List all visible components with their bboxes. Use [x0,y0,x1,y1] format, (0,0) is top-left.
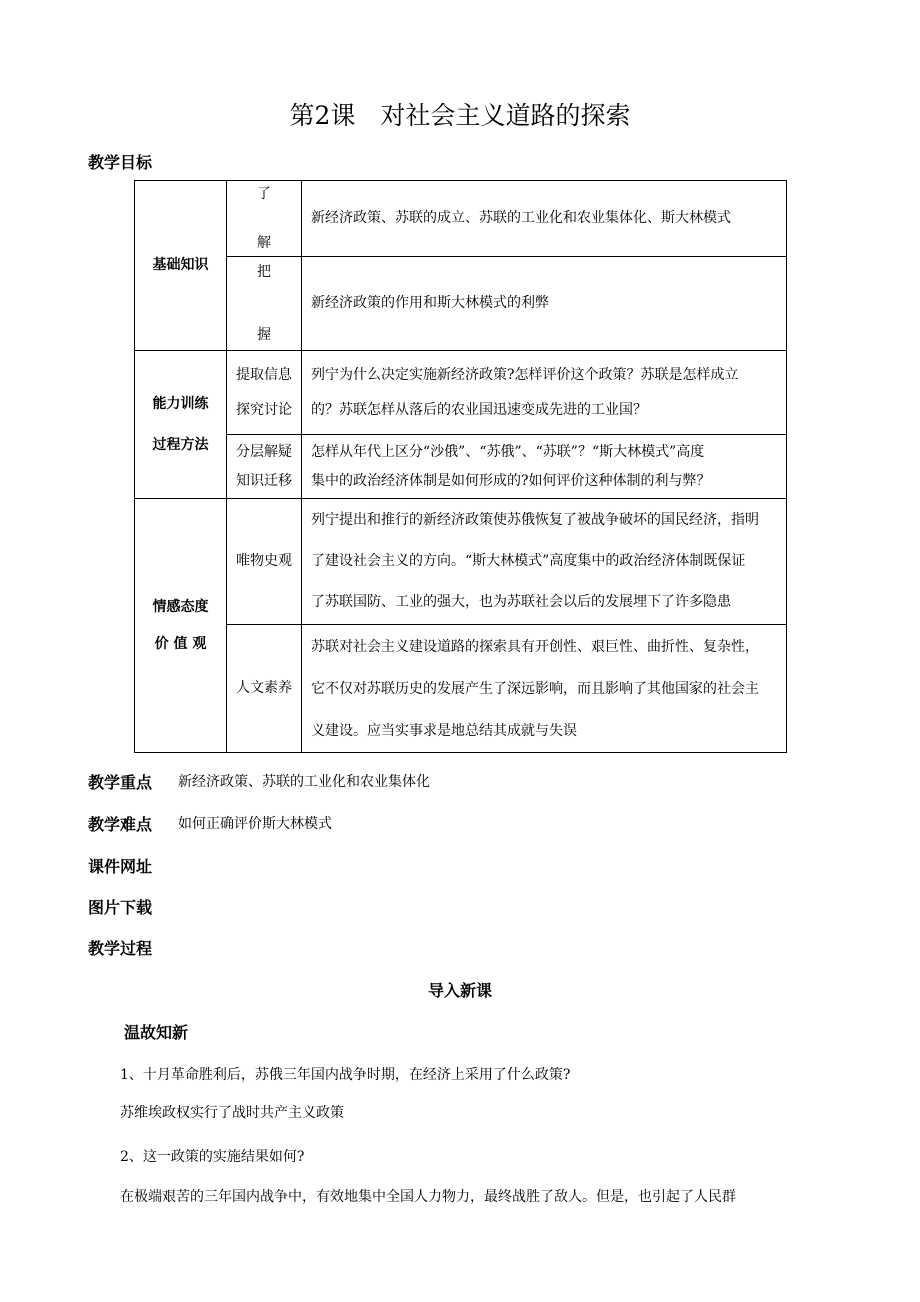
table-row [135,181,787,257]
ability-text-1: 列宁为什么决定实施新经济政策?怎样评价这个政策？苏联是怎样成立 的？苏联怎样从落后的农业国迅速变成先进的工业国？ [302,351,787,435]
courseware-heading: 课件网址 [88,857,153,876]
table-row [135,351,787,435]
label-extract-explore: 提取信息 探究讨论 [227,351,302,435]
master-text: 新经济政策的作用和斯大林模式的利弊 [302,257,787,351]
question-2: 2、这一政策的实施结果如何? [120,1149,305,1165]
table-row [135,499,787,625]
ability-text-2: 怎样从年代上区分“沙俄”、“苏俄”、“苏联”？“斯大林模式”高度 集中的政治经济体制是如何形成的?如何评价这种体制的利与弊？ [302,435,787,499]
category-ability-process: 能力训练 过程方法 [135,351,227,499]
label-historical-materialism: 唯物史观 [227,499,302,625]
process-heading: 教学过程 [88,939,153,958]
table-row [135,257,787,351]
label-layered-transfer: 分层解疑 知识迁移 [227,435,302,499]
category-basic-knowledge: 基础知识 [135,181,227,351]
objectives-table [134,180,787,753]
objectives-heading: 教学目标 [88,153,153,172]
page-title: 第2课 对社会主义道路的探索 [289,101,631,130]
review-heading: 温故知新 [124,1023,189,1042]
table-row [135,435,787,499]
key-point-text: 新经济政策、苏联的工业化和农业集体化 [178,774,430,790]
emotion-text-2: 苏联对社会主义建设道路的探索具有开创性、艰巨性、曲折性、复杂性， 它不仅对苏联历史的发展产生了深远影响，而且影响了其他国家的社会主 义建设。应当实事求是地总结其成就与失误 [302,625,787,753]
emotion-text-1: 列宁提出和推行的新经济政策使苏俄恢复了被战争破坏的国民经济，指明 了建设社会主义的方向。“斯大林模式”高度集中的政治经济体制既保证 了苏联国防、工业的强大，也为苏联社会以后的发展埋下了许多隐患 [302,499,787,625]
label-understand: 了 解 [227,181,302,257]
category-emotion-values: 情感态度 价 值 观 [135,499,227,753]
answer-1: 苏维埃政权实行了战时共产主义政策 [120,1105,344,1121]
label-master: 把 握 [227,257,302,351]
answer-2: 在极端艰苦的三年国内战争中，有效地集中全国人力物力，最终战胜了敌人。但是，也引起了人民群 [120,1189,736,1205]
question-1: 1、十月革命胜利后，苏俄三年国内战争时期，在经济上采用了什么政策? [120,1067,571,1083]
difficulty-label: 教学难点 [88,815,153,834]
intro-heading: 导入新课 [427,981,492,1000]
key-point-label: 教学重点 [88,773,153,792]
difficulty-text: 如何正确评价斯大林模式 [178,816,332,832]
label-humanities: 人文素养 [227,625,302,753]
understand-text: 新经济政策、苏联的成立、苏联的工业化和农业集体化、斯大林模式 [302,181,787,257]
table-row [135,625,787,753]
images-heading: 图片下载 [88,898,153,917]
